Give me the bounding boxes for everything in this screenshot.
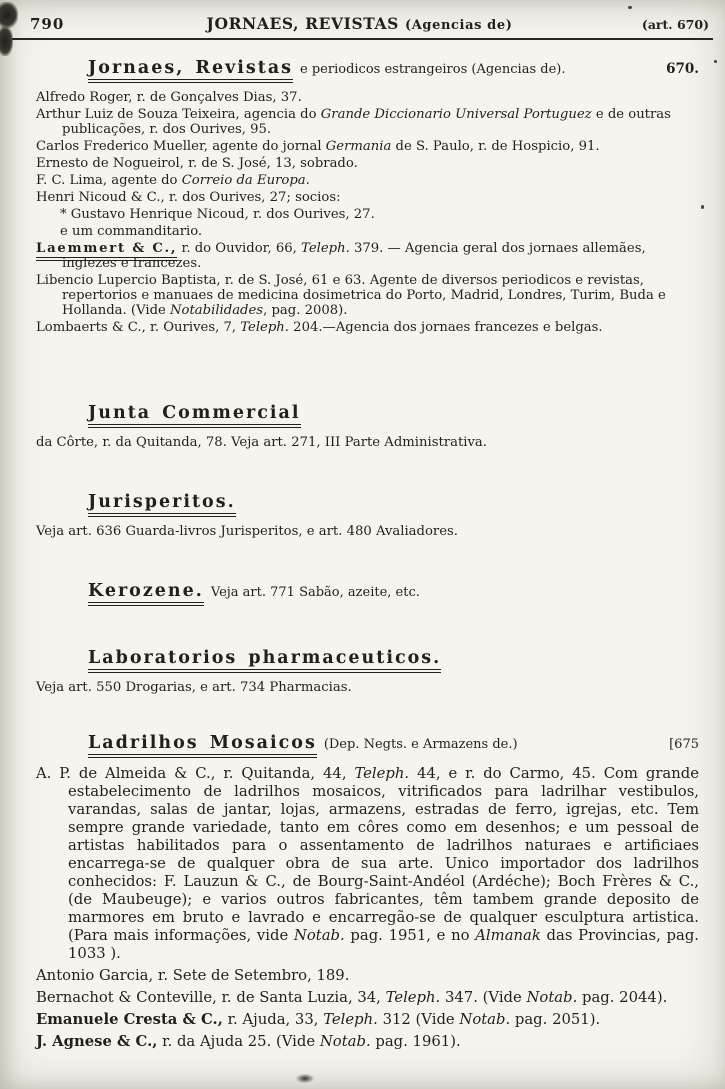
italic-run: Notab.	[319, 1033, 371, 1050]
entry-line	[36, 241, 699, 271]
entry-line	[36, 524, 699, 539]
section-heading: Laboratorios pharmaceuticos.	[88, 648, 441, 673]
entry-line	[36, 680, 699, 695]
text-run: .	[305, 173, 310, 188]
section-jornaes-revistas	[36, 58, 699, 335]
text-run: 379. — Agencia geral dos jornaes allemães, inglezes e francezes.	[62, 241, 646, 271]
entry-line	[36, 273, 699, 318]
scan-speck	[628, 6, 632, 9]
section-heading: Jornaes, Revistas	[88, 58, 293, 83]
entry-line	[36, 90, 699, 105]
section-heading: Ladrilhos Mosaicos	[88, 733, 317, 758]
section-heading-suffix: Veja art. 771 Sabão, azeite, etc.	[210, 585, 420, 600]
section-heading-line	[36, 733, 699, 758]
text-run: * Gustavo Henrique Nicoud, r. dos Ourives, 27.	[60, 207, 375, 222]
entry-line	[36, 320, 699, 335]
text-run: das Provincias, pag. 1033 ).	[68, 927, 699, 962]
text-run: 44, e r. do Carmo, 45. Com grande estabelecimento de ladrilhos mosaicos, vitrificados para ladrilhar vestibulos, varandas, salas de jantar, lojas, armazens, estradas de ferro, igrejas, etc. Tem sempre grande variedade, tanto em côres como em desenhos; e um pessoal de artistas habilitados para o assentamento de ladrilhos naturaes e artificiaes encarrega-se de qualquer obra de sua arte. Unico importador dos ladrilhos conhecidos: F. Lauzun & C., de Bourg-Saint-Andéol (Ardéche); Boch Frères & C., (de Maubeuge); e varios outros fabricantes, têm tambem grande deposito de marmores em bruto e lavrado e encarregão-se de qualquer esculptura artistica. (Para mais informações, vide	[68, 765, 699, 944]
text-run: Bernachot & Conteville, r. de Santa Luzia, 34,	[36, 989, 386, 1006]
entry-line	[36, 156, 699, 171]
section-article-marker: 670.	[666, 61, 699, 77]
italic-run: Notab.	[526, 989, 578, 1006]
text-run: e de outras publicações, r. dos Ourives, 95.	[62, 107, 671, 137]
section-heading: Kerozene.	[88, 581, 204, 606]
bold-run: Emanuele Cresta & C.,	[36, 1011, 223, 1028]
scan-speck	[714, 60, 717, 63]
text-run: Antonio Garcia, r. Sete de Setembro, 189.	[36, 967, 350, 984]
entry-line	[36, 1011, 699, 1029]
section-heading: Junta Commercial	[88, 403, 301, 428]
entry-line	[36, 967, 699, 985]
text-run: Carlos Frederico Mueller, agente do jornal	[36, 139, 326, 154]
italic-run: Almanak	[475, 927, 541, 944]
section-heading-line	[36, 58, 699, 83]
running-header	[0, 0, 725, 35]
page-number: 790	[30, 15, 65, 33]
section-heading-line	[36, 648, 699, 673]
text-run: F. C. Lima, agente do	[36, 173, 182, 188]
text-run: de S. Paulo, r. de Hospicio, 91.	[391, 139, 600, 154]
text-run: pag. 2051).	[510, 1011, 601, 1028]
text-run: Veja art. 550 Drogarias, e art. 734 Pharmacias.	[36, 680, 352, 695]
entry-line	[36, 989, 699, 1007]
running-title-paren: (Agencias de)	[404, 18, 513, 33]
text-run: , pag. 2008).	[263, 303, 348, 318]
text-run: Arthur Luiz de Souza Teixeira, agencia do	[36, 107, 321, 122]
scan-smudge	[296, 1074, 314, 1083]
text-run: 204.—Agencia dos jornaes francezes e belgas.	[288, 320, 603, 335]
text-run: Libencio Lupercio Baptista, r. de S. José, 61 e 63. Agente de diversos periodicos e revistas, repertorios e manuaes de medicina dosimetrica do Porto, Madrid, Londres, Turim, Buda e Hollanda. (Vide	[36, 273, 666, 318]
text-run: Alfredo Roger, r. de Gonçalves Dias, 37.	[36, 90, 302, 105]
italic-run: Teleph.	[385, 989, 441, 1006]
italic-run: Teleph.	[354, 765, 410, 782]
running-title	[120, 14, 599, 33]
entry-line	[36, 190, 699, 205]
text-run: 347. (Vide	[440, 989, 527, 1006]
scan-speck	[701, 205, 704, 209]
entry-line	[36, 107, 699, 137]
entry-line	[36, 224, 699, 239]
directory-sections	[0, 40, 725, 1051]
article-reference: (art. 670)	[641, 17, 709, 32]
entry-line	[36, 173, 699, 188]
text-run: pag. 1951, e no	[344, 927, 476, 944]
section-article-marker: [675	[669, 737, 699, 752]
section-heading-suffix: e periodicos estrangeiros (Agencias de).	[300, 62, 566, 77]
entry-line	[36, 435, 699, 450]
entry-line	[36, 139, 699, 154]
section-ladrilhos-mosaicos	[36, 733, 699, 1051]
section-laboratorios-pharmaceuticos	[36, 648, 699, 695]
text-run: r. do Ouvidor, 66,	[177, 241, 302, 256]
bold-run: J. Agnese & C.,	[36, 1033, 158, 1050]
text-run: pag. 1961).	[370, 1033, 461, 1050]
scan-ink-blot	[0, 2, 18, 28]
text-run: Veja art. 636 Guarda-livros Jurisperitos, e art. 480 Avaliadores.	[36, 524, 458, 539]
italic-run: Germania	[325, 139, 392, 154]
section-heading-line	[36, 581, 699, 606]
section-heading-suffix: (Dep. Negts. e Armazens de.)	[323, 737, 518, 752]
text-run: pag. 2044).	[577, 989, 668, 1006]
text-run: e um commanditario.	[60, 224, 203, 239]
section-heading-line	[36, 403, 699, 428]
text-run: Ernesto de Nogueirol, r. de S. José, 13, sobrado.	[36, 156, 358, 171]
text-run: Henri Nicoud & C., r. dos Ourives, 27; socios:	[36, 190, 341, 205]
text-run: da Côrte, r. da Quitanda, 78. Veja art. 271, III Parte Administrativa.	[36, 435, 487, 450]
italic-run: Notabilidades	[170, 303, 264, 318]
display-name-run: Laemmert & C.,	[36, 241, 177, 261]
text-run: Lombaerts & C., r. Ourives, 7,	[36, 320, 241, 335]
italic-run: Notab.	[293, 927, 345, 944]
italic-run: Teleph.	[323, 1011, 378, 1028]
section-jurisperitos	[36, 492, 699, 539]
entry-line	[36, 207, 699, 222]
entry-line	[36, 765, 699, 963]
text-run: r. da Ajuda 25. (Vide	[157, 1033, 320, 1050]
section-junta-commercial	[36, 403, 699, 450]
italic-run: Teleph.	[301, 241, 350, 256]
running-title-main: JORNAES, REVISTAS	[206, 14, 399, 33]
italic-run: Grande Diccionario Universal Portuguez	[320, 107, 592, 122]
italic-run: Teleph.	[240, 320, 289, 335]
italic-run: Correio da Europa	[181, 173, 306, 188]
italic-run: Notab.	[459, 1011, 511, 1028]
scan-ink-blot	[0, 26, 13, 56]
text-run: r. Ajuda, 33,	[222, 1011, 324, 1028]
text-run: 312 (Vide	[377, 1011, 460, 1028]
section-heading-line	[36, 492, 699, 517]
entry-line	[36, 1033, 699, 1051]
section-kerozene	[36, 581, 699, 606]
section-heading: Jurisperitos.	[88, 492, 236, 517]
text-run: A. P. de Almeida & C., r. Quitanda, 44,	[36, 765, 355, 782]
